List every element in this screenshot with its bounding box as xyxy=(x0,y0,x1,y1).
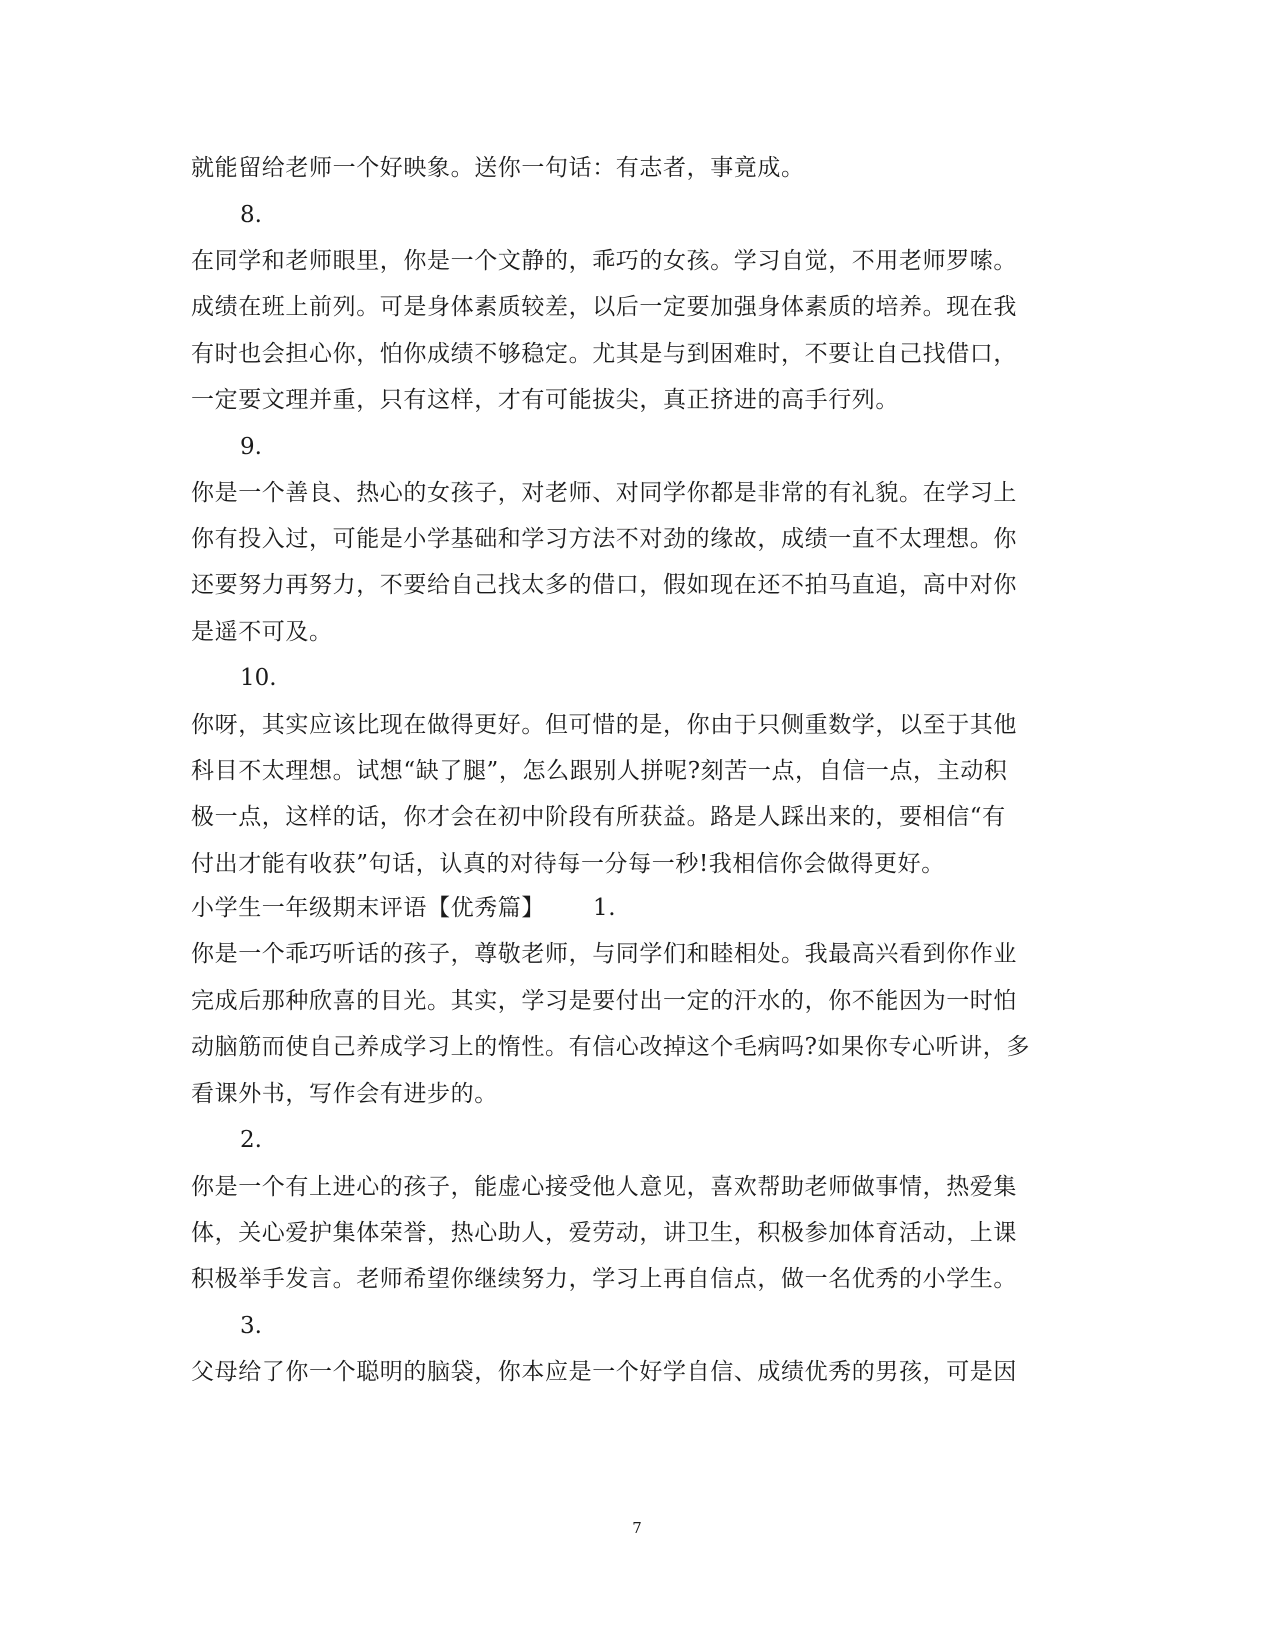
text-line: 你是一个有上进心的孩子，能虚心接受他人意见，喜欢帮助老师做事情，热爱集 xyxy=(191,1174,1017,1200)
text-line: 体，关心爱护集体荣誉，热心助人，爱劳动，讲卫生，积极参加体育活动，上课 xyxy=(191,1220,1017,1246)
text-line: 你是一个乖巧听话的孩子，尊敬老师，与同学们和睦相处。我最高兴看到你作业 xyxy=(191,941,1017,967)
text-line: 付出才能有收获”句话，认真的对待每一分每一秒!我相信你会做得更好。 xyxy=(191,851,945,877)
item-number: 1. xyxy=(593,895,617,921)
text-line: 有时也会担心你，怕你成绩不够稳定。尤其是与到困难时，不要让自己找借口， xyxy=(191,341,1017,367)
text-line: 是遥不可及。 xyxy=(191,619,333,645)
text-line: 完成后那种欣喜的目光。其实，学习是要付出一定的汗水的，你不能因为一时怕 xyxy=(191,988,1017,1014)
text-line: 在同学和老师眼里，你是一个文静的，乖巧的女孩。学习自觉，不用老师罗嗦。 xyxy=(191,248,1017,274)
item-number: 9. xyxy=(240,434,262,460)
page-number: 7 xyxy=(632,1519,642,1537)
item-number: 10. xyxy=(240,665,277,691)
text-line: 积极举手发言。老师希望你继续努力，学习上再自信点，做一名优秀的小学生。 xyxy=(191,1266,1017,1292)
text-line: 父母给了你一个聪明的脑袋，你本应是一个好学自信、成绩优秀的男孩，可是因 xyxy=(191,1359,1017,1385)
text-line: 看课外书，写作会有进步的。 xyxy=(191,1081,498,1107)
text-line: 科目不太理想。试想“缺了腿”，怎么跟别人拼呢?刻苦一点，自信一点，主动积 xyxy=(191,758,1008,784)
item-number: 3. xyxy=(240,1313,262,1339)
section-heading xyxy=(191,892,616,924)
item-number: 2. xyxy=(240,1127,262,1153)
text-line: 你是一个善良、热心的女孩子，对老师、对同学你都是非常的有礼貌。在学习上 xyxy=(191,480,1017,506)
text-line: 还要努力再努力，不要给自己找太多的借口，假如现在还不拍马直追，高中对你 xyxy=(191,572,1017,598)
text-line: 成绩在班上前列。可是身体素质较差，以后一定要加强身体素质的培养。现在我 xyxy=(191,294,1017,320)
text-line: 动脑筋而使自己养成学习上的惰性。有信心改掉这个毛病吗?如果你专心听讲，多 xyxy=(191,1034,1030,1060)
text-line: 极一点，这样的话，你才会在初中阶段有所获益。路是人踩出来的，要相信“有 xyxy=(191,804,1006,830)
text-line: 你呀，其实应该比现在做得更好。但可惜的是，你由于只侧重数学，以至于其他 xyxy=(191,712,1017,738)
text-line: 一定要文理并重，只有这样，才有可能拔尖，真正挤进的高手行列。 xyxy=(191,387,899,413)
text-line: 就能留给老师一个好映象。送你一句话：有志者，事竟成。 xyxy=(191,155,805,181)
item-number: 8. xyxy=(240,202,262,228)
text-line: 你有投入过，可能是小学基础和学习方法不对劲的缘故，成绩一直不太理想。你 xyxy=(191,526,1017,552)
section-heading-title: 小学生一年级期末评语【优秀篇】 xyxy=(191,895,545,921)
